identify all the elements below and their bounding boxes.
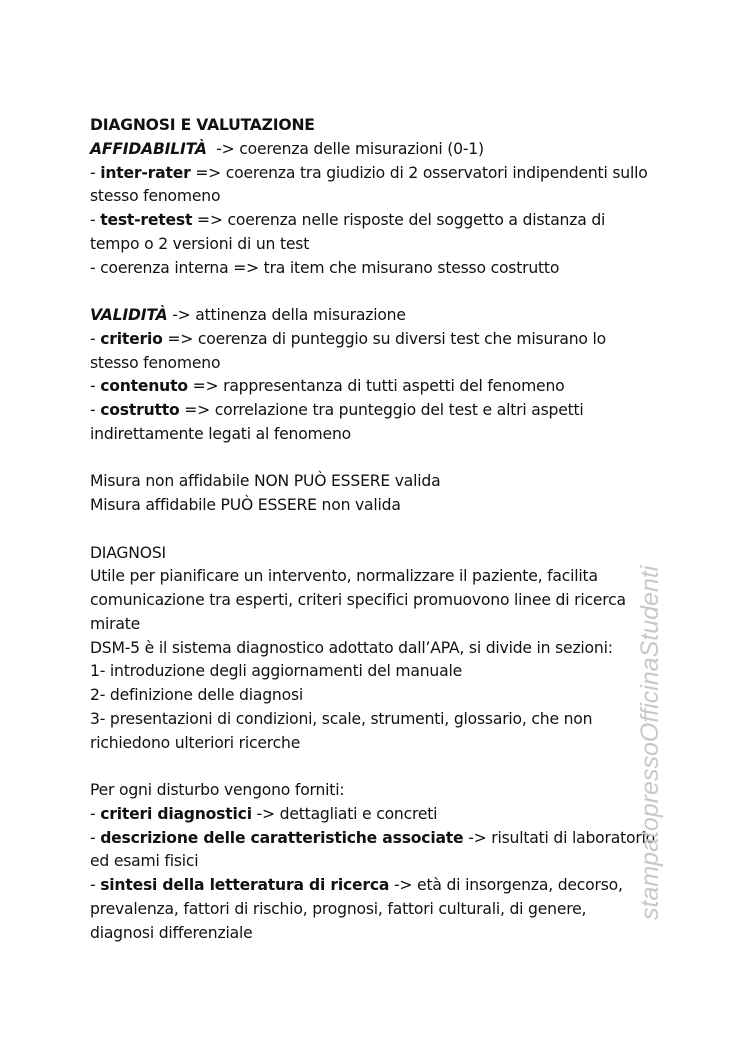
text-line: indirettamente legati al fenomeno [90, 424, 351, 443]
term: costrutto [100, 401, 180, 419]
definition: => coerenza tra giudizio di 2 osservatori indipendenti sullo [190, 163, 648, 182]
term: contenuto [100, 377, 188, 396]
dash: - [90, 804, 101, 823]
definition: => coerenza nelle risposte del soggetto a distanza di [192, 211, 606, 229]
list-item: - coerenza interna => tra item che misurano stesso costrutto [90, 258, 560, 277]
text-line: mirate [90, 614, 140, 633]
watermark: stampatopressoOfficinaStudenti [636, 565, 664, 920]
dash: - [90, 211, 101, 229]
list-item [90, 209, 655, 233]
text-line: ed esami fisici [90, 852, 199, 871]
list-item [90, 803, 655, 827]
text-line: prevalenza, fattori di rischio, prognosi, fattori culturali, di genere, [90, 899, 587, 918]
dash: - [90, 876, 101, 894]
text-line: comunicazione tra esperti, criteri specifici promuovono linee di ricerca [90, 591, 626, 609]
list-item [90, 827, 655, 851]
term: VALIDITÀ [90, 306, 168, 324]
term: criteri diagnostici [100, 804, 252, 823]
diagnosi-heading: DIAGNOSI [90, 543, 166, 562]
text-line: tempo o 2 versioni di un test [90, 234, 310, 253]
text-line: Per ogni disturbo vengono forniti: [90, 781, 345, 799]
list-item [90, 375, 655, 399]
dash: - [90, 401, 101, 419]
note: Misura non affidabile NON PUÒ ESSERE valida [90, 472, 441, 491]
term: inter-rater [100, 163, 191, 182]
definition: -> attinenza della misurazione [167, 306, 406, 324]
text-line: 2- definizione delle diagnosi [90, 686, 303, 704]
text-line: stesso fenomeno [90, 353, 221, 372]
term: criterio [100, 329, 163, 348]
term: sintesi della letteratura di ricerca [100, 876, 390, 894]
affidabilita-heading [90, 138, 655, 162]
text-line: Utile per pianificare un intervento, normalizzare il paziente, facilita [90, 567, 598, 586]
text-line: DSM-5 è il sistema diagnostico adottato dall’APA, si divide in sezioni: [90, 638, 613, 657]
dash: - [90, 163, 101, 182]
text-line: richiedono ulteriori ricerche [90, 733, 301, 752]
list-item [90, 328, 655, 352]
term: AFFIDABILITÀ [90, 139, 207, 158]
definition: => rappresentanza di tutti aspetti del fenomeno [187, 377, 565, 396]
dash: - [90, 828, 101, 847]
validita-heading [90, 304, 655, 328]
text-line: stesso fenomeno [90, 187, 221, 206]
term: test-retest [100, 211, 193, 229]
definition: -> età di insorgenza, decorso, [389, 876, 623, 894]
list-item [90, 162, 655, 186]
definition: -> dettagliati e concreti [251, 804, 438, 823]
definition: => correlazione tra punteggio del test e altri aspetti [179, 401, 584, 419]
text-line: diagnosi differenziale [90, 923, 253, 942]
text-line: 3- presentazioni di condizioni, scale, strumenti, glossario, che non [90, 709, 593, 728]
definition: -> coerenza delle misurazioni (0-1) [206, 139, 484, 158]
text-line: 1- introduzione degli aggiornamenti del manuale [90, 662, 462, 681]
note: Misura affidabile PUÒ ESSERE non valida [90, 496, 401, 514]
definition: => coerenza di punteggio su diversi test che misurano lo [162, 329, 606, 348]
term: descrizione delle caratteristiche associate [100, 828, 464, 847]
list-item [90, 874, 655, 898]
page-title: DIAGNOSI E VALUTAZIONE [90, 116, 315, 134]
document-body [90, 114, 655, 945]
dash: - [90, 377, 101, 396]
definition: -> risultati di laboratorio [463, 828, 656, 847]
list-item [90, 399, 655, 423]
dash: - [90, 329, 101, 348]
